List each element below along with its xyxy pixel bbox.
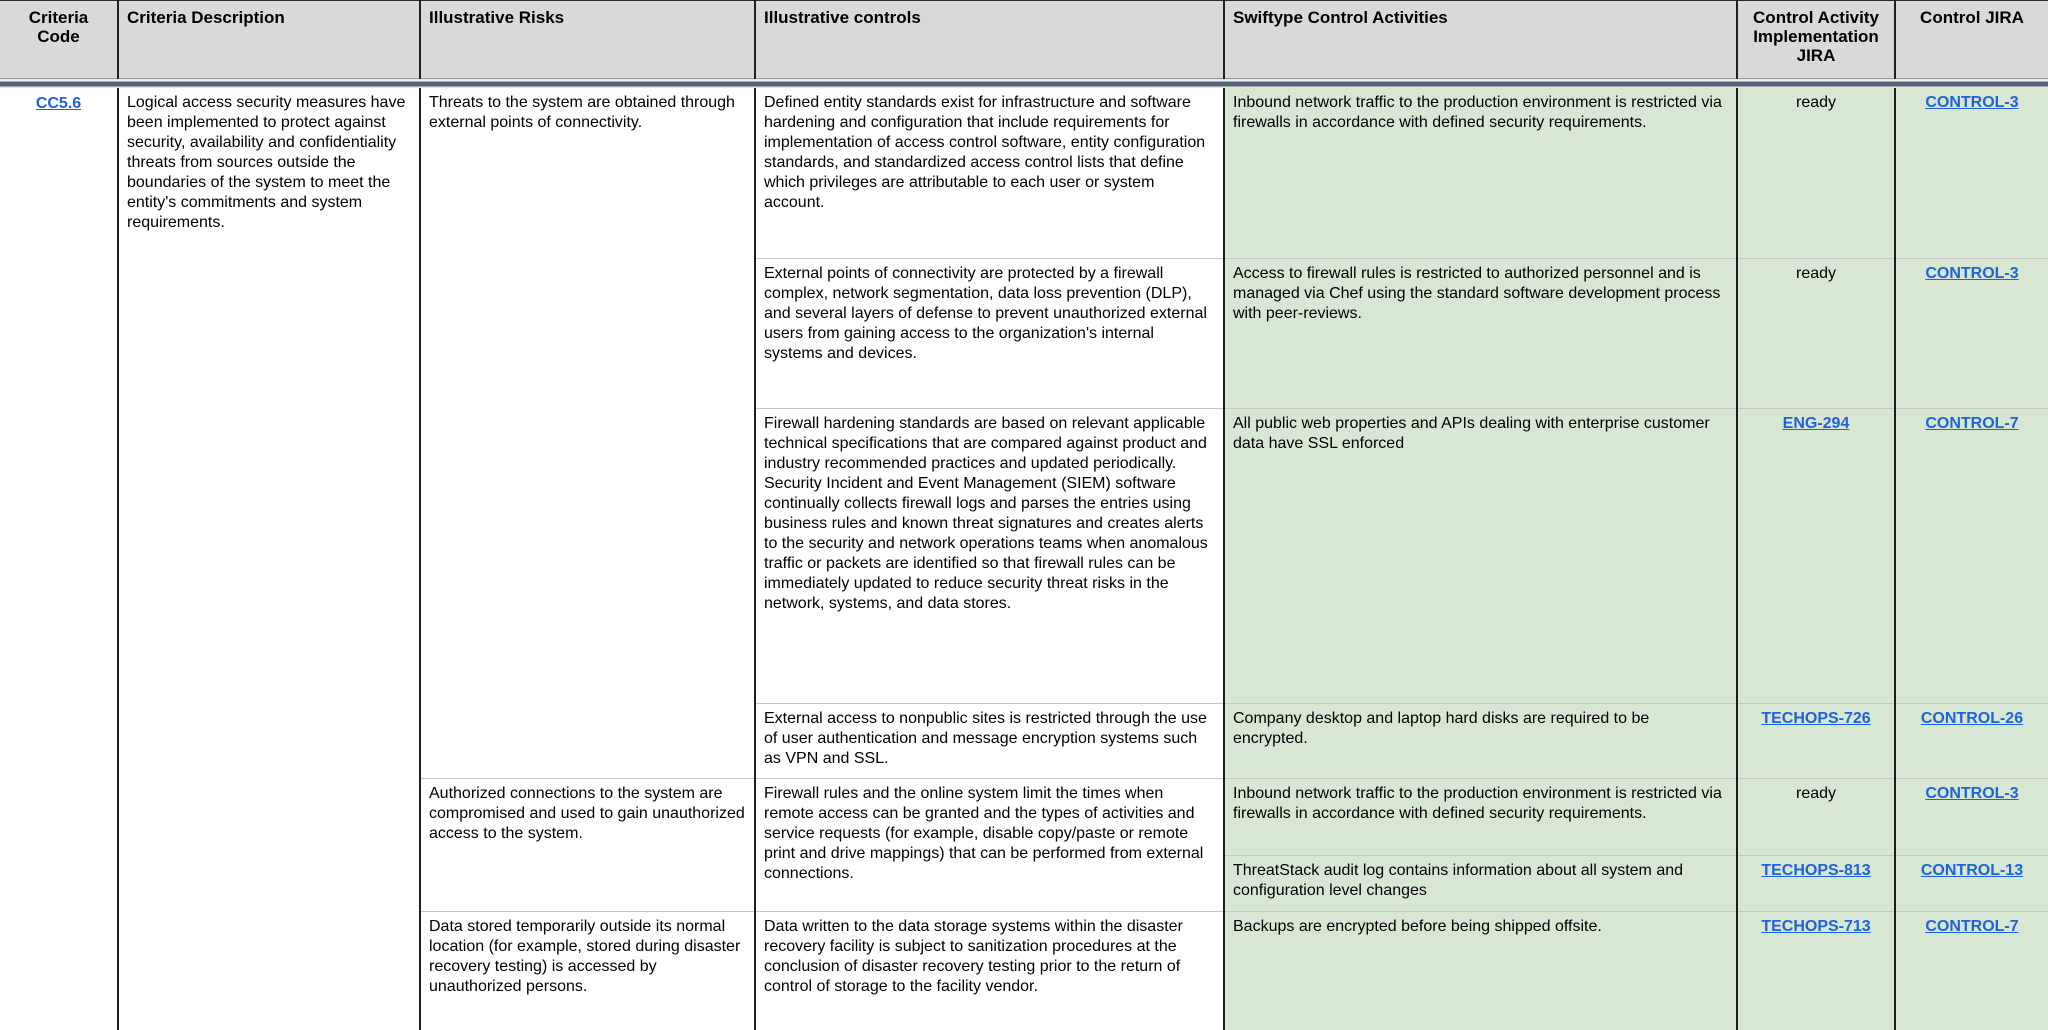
impl-jira-link[interactable]: TECHOPS-726 (1761, 710, 1871, 727)
control-jira-cell (1895, 856, 2048, 912)
header-row (0, 1, 2048, 79)
control-cell: Firewall hardening standards are based on relevant applicable technical specifications that are compared against product and industry recommended practices and updated periodically. Security Incident and Event Management (SIEM) software continually collects firewall logs and parses the entries using business rules and known threat signatures and creates alerts to the security and network operations teams when anomalous traffic or packets are identified so that firewall rules can be immediately updated to reduce security threat risks in the network, systems, and data stores. (755, 409, 1224, 704)
control-jira-link[interactable]: CONTROL-3 (1925, 93, 2019, 111)
control-jira-cell (1895, 88, 2048, 259)
header-cell-control-jira: Control JIRA (1895, 1, 2048, 79)
control-cell: Defined entity standards exist for infrastructure and software hardening and configuration that include requirements for implementation of access control software, entity configuration standards, and standardized access control lists that define which privileges are attributable to each user or system account. (755, 88, 1224, 259)
impl-jira-status-cell: ready (1737, 88, 1895, 259)
control-jira-link[interactable]: CONTROL-7 (1925, 415, 2019, 432)
control-cell: External points of connectivity are protected by a firewall complex, network segmentation, data loss prevention (DLP), and several layers of defense to prevent unauthorized external users from gaining access to the organization's internal systems and devices. (755, 259, 1224, 409)
control-jira-cell (1895, 912, 2048, 1030)
control-jira-link[interactable]: CONTROL-3 (1925, 265, 2019, 282)
impl-jira-status-cell: ready (1737, 259, 1895, 409)
criteria-code-cell (0, 88, 118, 1030)
control-jira-cell (1895, 704, 2048, 779)
frozen-header-shadow (0, 79, 2048, 88)
risk-cell: Authorized connections to the system are compromised and used to gain unauthorized access to the system. (420, 779, 755, 912)
header-cell-control-activity-implementation-jira: Control Activity Implementation JIRA (1737, 1, 1895, 79)
table-row (0, 88, 2048, 259)
activity-cell: Company desktop and laptop hard disks are required to be encrypted. (1224, 704, 1737, 779)
header-cell-criteria-code: Criteria Code (0, 1, 118, 79)
criteria-code-link[interactable]: CC5.6 (35, 94, 82, 112)
activity-cell: Inbound network traffic to the production environment is restricted via firewalls in accordance with defined security requirements. (1224, 88, 1737, 259)
activity-cell: Access to firewall rules is restricted to authorized personnel and is managed via Chef using the standard software development process with peer-reviews. (1224, 259, 1737, 409)
activity-cell: Inbound network traffic to the production environment is restricted via firewalls in accordance with defined security requirements. (1224, 779, 1737, 856)
activity-cell: Backups are encrypted before being shipped offsite. (1224, 912, 1737, 1030)
control-jira-link[interactable]: CONTROL-7 (1925, 918, 2019, 935)
header-cell-criteria-description: Criteria Description (118, 1, 420, 79)
impl-jira-link[interactable]: ENG-294 (1782, 415, 1850, 432)
control-jira-cell (1895, 259, 2048, 409)
control-jira-link[interactable]: CONTROL-3 (1925, 785, 2019, 802)
header-cell-swiftype-control-activities: Swiftype Control Activities (1224, 1, 1737, 79)
impl-jira-cell (1737, 704, 1895, 779)
impl-jira-cell (1737, 856, 1895, 912)
impl-jira-cell (1737, 409, 1895, 704)
header-cell-illustrative-controls: Illustrative controls (755, 1, 1224, 79)
criteria-description-cell: Logical access security measures have been implemented to protect against security, availability and confidentiality threats from sources outside the boundaries of the system to meet the entity's commitments and system requirements. (118, 88, 420, 1030)
control-cell: Firewall rules and the online system limit the times when remote access can be granted and the types of activities and service requests (for example, disable copy/paste or remote print and drive mappings) that can be performed from external connections. (755, 779, 1224, 912)
activity-cell: ThreatStack audit log contains information about all system and configuration level changes (1224, 856, 1737, 912)
impl-jira-status-cell: ready (1737, 779, 1895, 856)
control-jira-link[interactable]: CONTROL-26 (1920, 710, 2024, 727)
control-jira-cell (1895, 779, 2048, 856)
risk-cell: Data stored temporarily outside its normal location (for example, stored during disaster recovery testing) is accessed by unauthorized persons. (420, 912, 755, 1030)
control-cell: External access to nonpublic sites is restricted through the use of user authentication and message encryption systems such as VPN and SSL. (755, 704, 1224, 779)
activity-cell: All public web properties and APIs dealing with enterprise customer data have SSL enforced (1224, 409, 1737, 704)
header-cell-illustrative-risks: Illustrative Risks (420, 1, 755, 79)
risk-cell: Threats to the system are obtained through external points of connectivity. (420, 88, 755, 779)
impl-jira-cell (1737, 912, 1895, 1030)
control-jira-cell (1895, 409, 2048, 704)
impl-jira-link[interactable]: TECHOPS-713 (1761, 918, 1871, 935)
control-cell: Data written to the data storage systems within the disaster recovery facility is subject to sanitization procedures at the conclusion of disaster recovery testing prior to the return of control of storage to the facility vendor. (755, 912, 1224, 1030)
impl-jira-link[interactable]: TECHOPS-813 (1761, 862, 1871, 879)
control-jira-link[interactable]: CONTROL-13 (1920, 862, 2024, 879)
